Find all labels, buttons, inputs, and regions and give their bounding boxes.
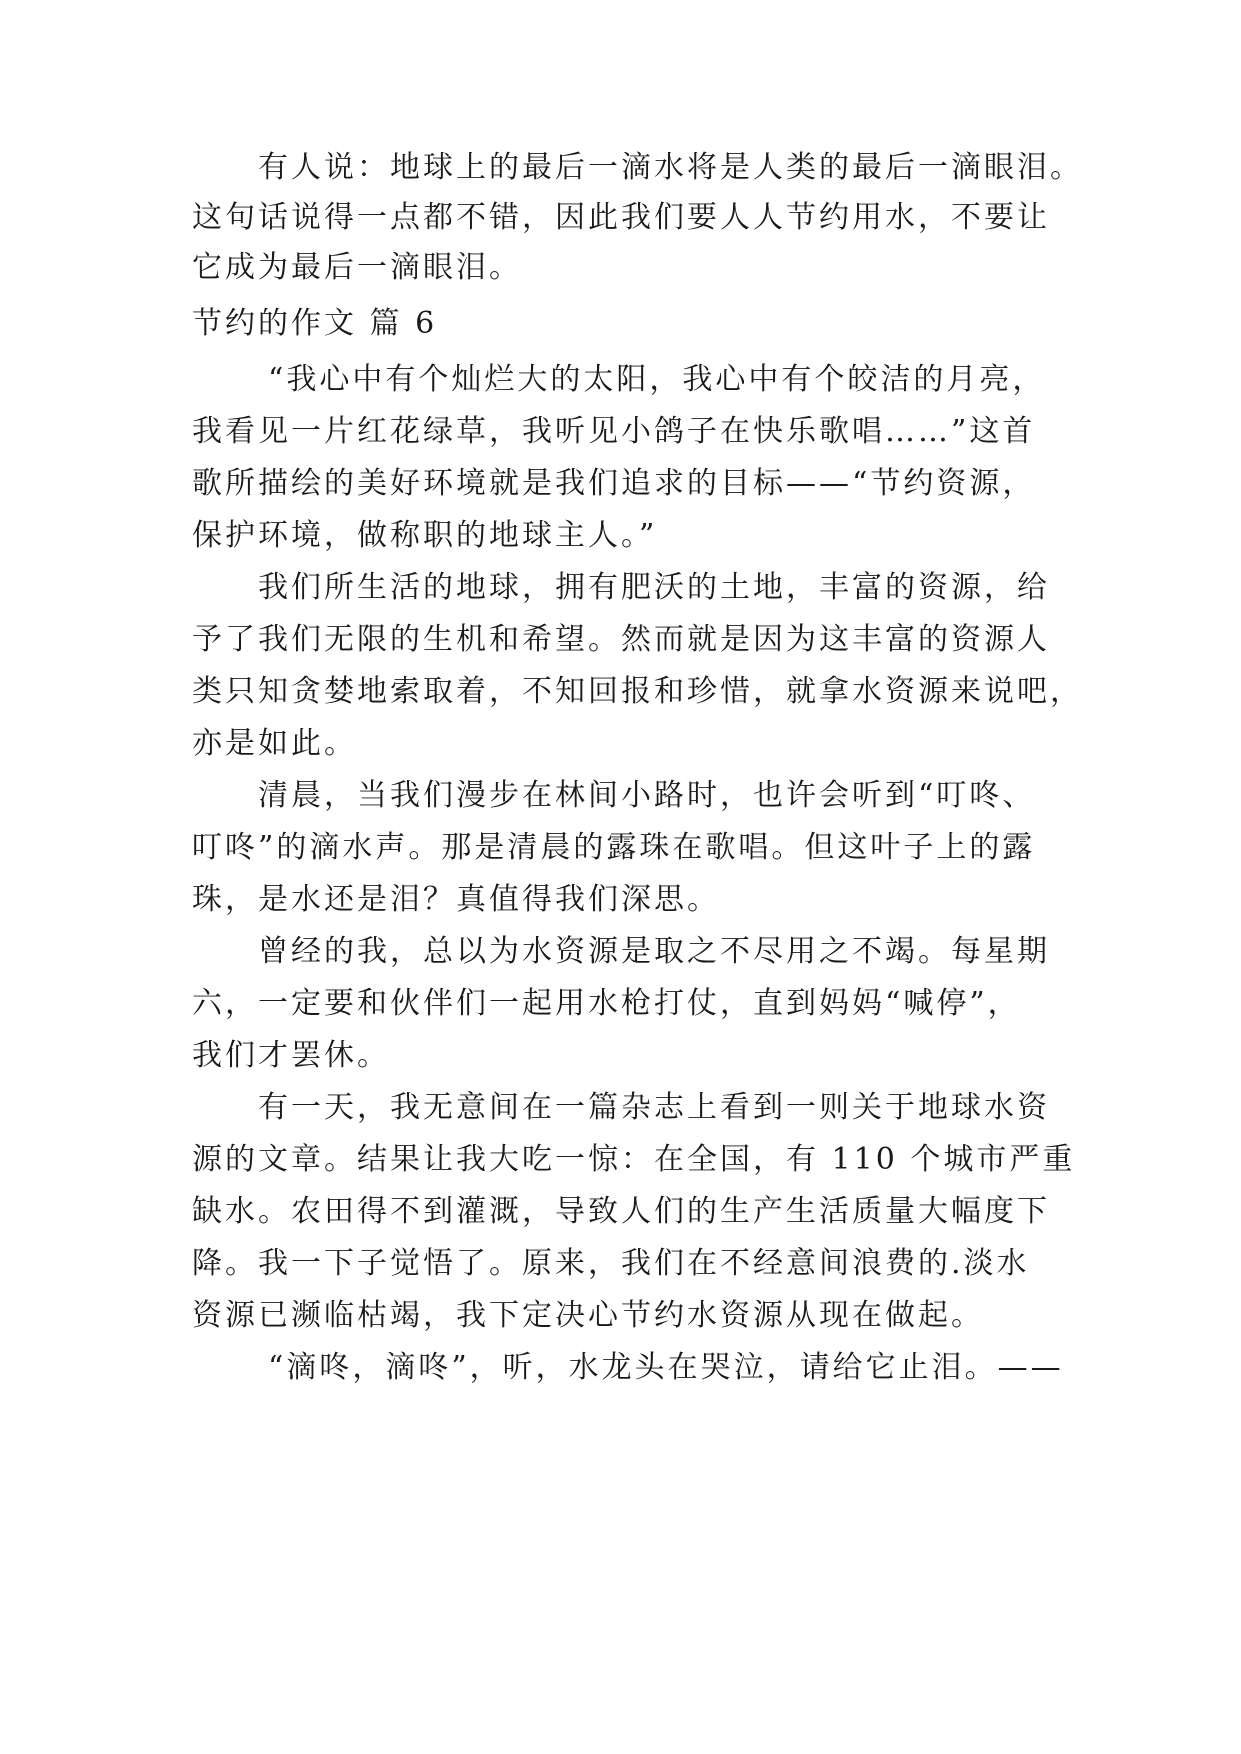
text-line: 叮咚”的滴水声。那是清晨的露珠在歌唱。但这叶子上的露	[192, 830, 1036, 865]
text-line: 资源已濒临枯竭，我下定决心节约水资源从现在做起。	[192, 1298, 984, 1333]
text-line: 它成为最后一滴眼泪。	[192, 250, 522, 285]
text-line: 我看见一片红花绿草，我听见小鸽子在快乐歌唱……”这首	[192, 414, 1036, 449]
text-line: 我们才罢休。	[192, 1038, 390, 1073]
text-line: 源的文章。结果让我大吃一惊：在全国，有 110 个城市严重	[192, 1142, 1076, 1177]
text-line: 曾经的我，总以为水资源是取之不尽用之不竭。每星期	[258, 934, 1050, 969]
text-line: 这句话说得一点都不错，因此我们要人人节约用水，不要让	[192, 200, 1050, 235]
text-line: 清晨，当我们漫步在林间小路时，也许会听到“叮咚、	[258, 778, 1036, 813]
text-line: 类只知贪婪地索取着，不知回报和珍惜，就拿水资源来说吧，	[192, 674, 1083, 709]
text-line: 降。我一下子觉悟了。原来，我们在不经意间浪费的.淡水	[192, 1246, 1030, 1281]
text-line: 六，一定要和伙伴们一起用水枪打仗，直到妈妈“喊停”，	[192, 986, 1021, 1021]
text-line: 保护环境，做称职的地球主人。”	[192, 518, 658, 553]
text-line: 有人说：地球上的最后一滴水将是人类的最后一滴眼泪。	[258, 150, 1083, 185]
text-line: “我心中有个灿烂大的太阳，我心中有个皎洁的月亮，	[268, 362, 1046, 397]
text-line: 亦是如此。	[192, 726, 357, 761]
text-line: 有一天，我无意间在一篇杂志上看到一则关于地球水资	[258, 1090, 1050, 1125]
text-line: 予了我们无限的生机和希望。然而就是因为这丰富的资源人	[192, 622, 1050, 657]
text-line: 我们所生活的地球，拥有肥沃的土地，丰富的资源，给	[258, 570, 1050, 605]
text-line: 珠，是水还是泪？真值得我们深思。	[192, 882, 720, 917]
text-line: “滴咚，滴咚”，听，水龙头在哭泣，请给它止泪。——	[268, 1350, 1064, 1385]
text-line: 缺水。农田得不到灌溉，导致人们的生产生活质量大幅度下	[192, 1194, 1050, 1229]
text-line: 歌所描绘的美好环境就是我们追求的目标——“节约资源，	[192, 466, 1036, 501]
section-heading: 节约的作文 篇 6	[192, 306, 438, 341]
